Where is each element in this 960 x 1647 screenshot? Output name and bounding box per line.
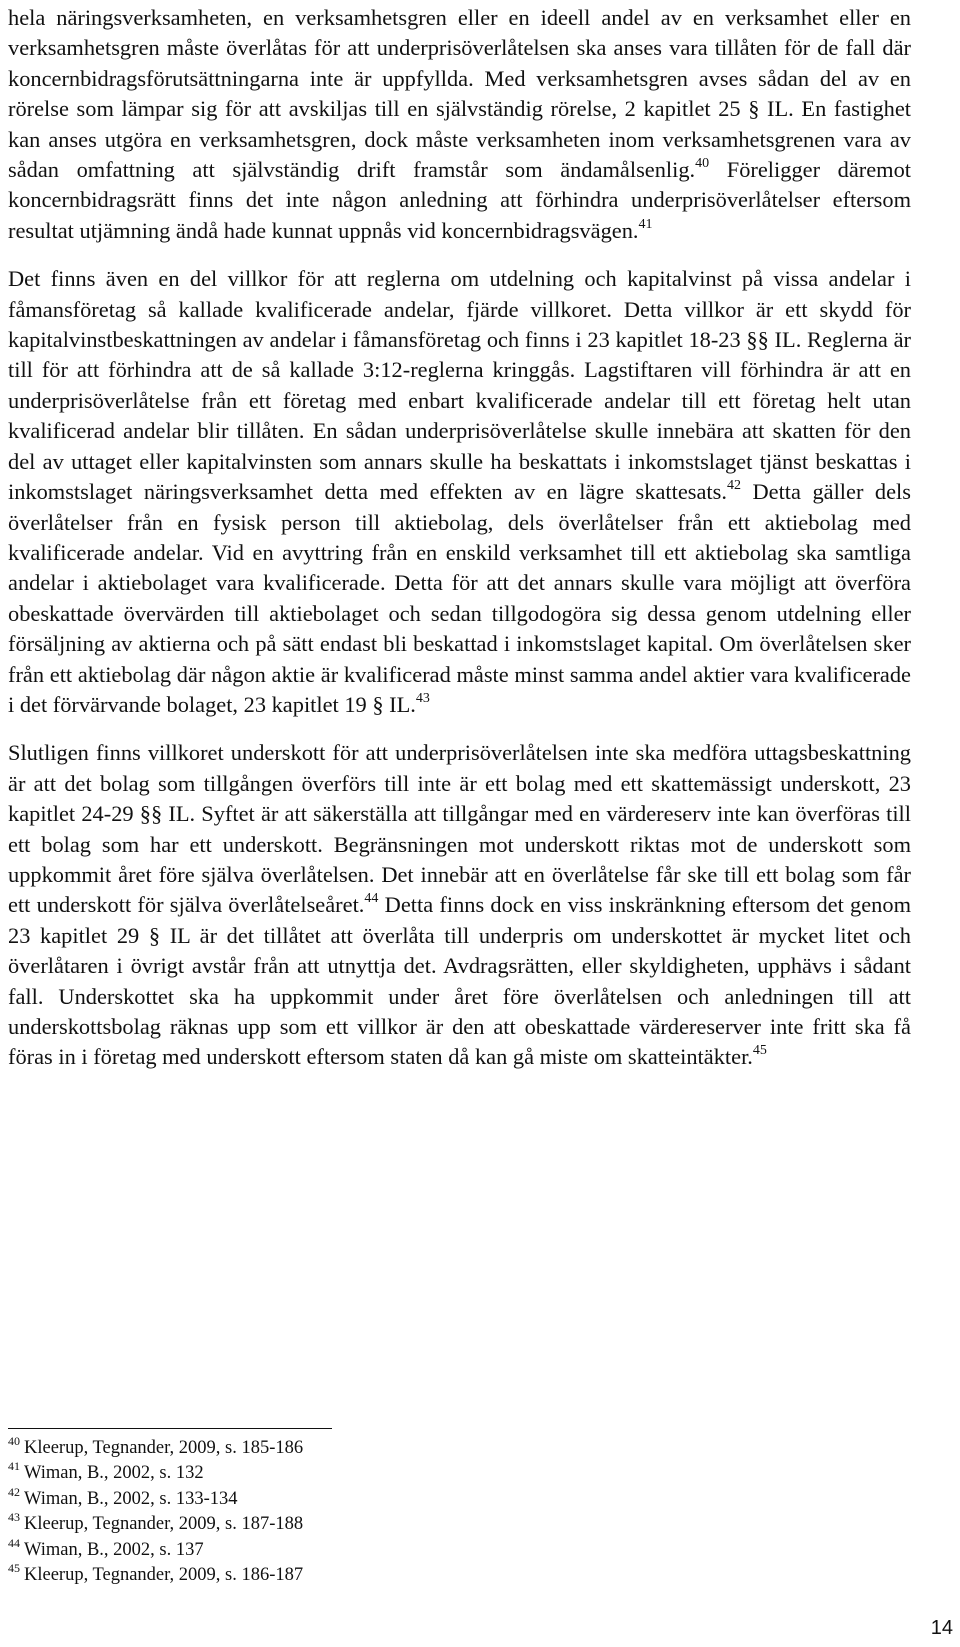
paragraph-text: Föreligger däremot koncernbidragsrätt finns det inte någon anledning att förhindra underprisöverlåtelser eftersom resultat utjämning ändå hade kunnat uppnås vid koncernbidragsvägen. xyxy=(8,157,911,243)
footnote-number: 40 xyxy=(8,1434,20,1448)
paragraph-text: Det finns även en del villkor för att reglerna om utdelning och kapitalvinst på vissa andelar i fåmansföretag så kallade kvalificerade andelar, fjärde villkoret. Detta villkor är ett skydd för kapitalvinstbeskattningen av andelar i fåmansföretag och finns i 23 kapitlet 18-23 §§ IL. Reglerna är till för att förhindra att de så kallade 3:12-reglerna kringgås. Lagstiftaren vill förhindra är att en underprisöverlåtelse från ett företag med enbart kvalificerade andelar till ett företag helt utan kvalificerad andelar blir tillåten. En sådan underprisöverlåtelse skulle innebära att skatten för den del av uttaget eller kapitalvinsten som annars skulle ha beskattats i inkomstslaget tjänst beskattas i inkomstslaget näringsverksamhet detta med effekten av en lägre skattesats. xyxy=(8,266,911,505)
footnote-reference[interactable]: 41 xyxy=(638,216,653,232)
page-number: 14 xyxy=(930,1617,953,1639)
footnote-item xyxy=(8,1436,708,1461)
paragraph-text: Detta finns dock en viss inskränkning eftersom det genom 23 kapitlet 29 § IL är det tillåtet att överlåta till underpris om underskottet är mycket litet och överlåtaren i övrigt avstår från att utnyttja det. Avdragsrätten, eller skyldigheten, upphävs i sådant fall. Underskottet ska ha uppkommit under året före överlåtelsen och anledningen till att underskottsbolag räknas upp som ett villkor är den att obeskattade värdereserver inte fritt ska få föras in i företag med underskott eftersom staten då kan gå miste om skatteintäkter. xyxy=(8,892,911,1070)
footnote-text: Wiman, B., 2002, s. 133-134 xyxy=(24,1488,238,1509)
footnote-item xyxy=(8,1484,708,1512)
footnote-item xyxy=(8,1563,708,1588)
footnote-number: 41 xyxy=(8,1459,20,1474)
footnote-text: Kleerup, Tegnander, 2009, s. 187-188 xyxy=(24,1514,304,1535)
paragraph-text: Detta gäller dels överlåtelser från en fysisk person till aktiebolag, dels överlåtelser från ett aktiebolag med kvalificerade andelar. Vid en avyttring från en enskild verksamhet till ett aktiebolag ska samtliga andelar i aktiebolaget vara kvalificerade. Detta för att det annars skulle vara möjligt att överföra obeskattade övervärden till aktiebolaget och sedan tillgodogöra sig dessa genom utdelning eller försäljning av aktierna och på sätt endast bli beskattad i inkomstslaget kapital. Om överlåtelsen sker från ett aktiebolag där någon aktie är kvalificerad måste minst samma andel aktier vara kvalificerade i det förvärvande bolaget, 23 kapitlet 19 § IL. xyxy=(8,479,911,717)
footnote-number: 45 xyxy=(8,1561,20,1576)
body-paragraph xyxy=(8,264,911,720)
body-paragraph xyxy=(8,738,911,1072)
footnote-item xyxy=(8,1535,708,1563)
footnote-number: 42 xyxy=(8,1484,20,1499)
footnote-item xyxy=(8,1461,708,1486)
footnote-reference[interactable]: 40 xyxy=(695,156,710,172)
footnote-reference[interactable]: 42 xyxy=(726,478,741,494)
footnote-number: 43 xyxy=(8,1510,20,1525)
paragraph-text: hela näringsverksamheten, en verksamhetsgren eller en ideell andel av en verksamhet eller en verksamhetsgren måste överlåtas för att underprisöverlåtelsen ska anses vara tillåten för de fall där koncernbidragsförutsättningarna inte är uppfyllda. Med verksamhetsgren avses sådan del av en rörelse som lämpar sig för att avskiljas till en självständig rörelse, 2 kapitlet 25 § IL. En fastighet kan anses utgöra en verksamhetsgren, dock måste verksamheten inom verksamhetsgrenen vara av sådan omfattning att självständig drift framstår som ändamålsenlig. xyxy=(8,5,911,183)
document-page xyxy=(8,0,911,1073)
footnote-divider xyxy=(8,1428,332,1429)
footnote-number: 44 xyxy=(8,1535,20,1550)
footnote-reference[interactable]: 45 xyxy=(752,1043,767,1059)
footnote-text: Kleerup, Tegnander, 2009, s. 185-186 xyxy=(24,1438,304,1458)
footnote-text: Wiman, B., 2002, s. 137 xyxy=(24,1539,204,1560)
footnote-text: Wiman, B., 2002, s. 132 xyxy=(24,1463,204,1484)
footnote-text: Kleerup, Tegnander, 2009, s. 186-187 xyxy=(24,1565,304,1586)
paragraph-text: Slutligen finns villkoret underskott för att underprisöverlåtelsen inte ska medföra uttagsbeskattning är att det bolag som tillgången överförs till inte är ett bolag med ett skattemässigt underskott, 23 kapitlet 24-29 §§ IL. Syftet är att säkerställa att tillgångar med en värdereserv inte kan överföras till ett bolag som har ett underskott. Begränsningen mot underskott riktas mot de underskott som uppkommit året före själva överlåtelsen. Det innebär att en överlåtelse får ske till ett bolag som får ett underskott för själva överlåtelseåret. xyxy=(8,740,911,918)
body-paragraph xyxy=(8,3,911,246)
footnotes-section xyxy=(8,1436,708,1588)
footnote-reference[interactable]: 43 xyxy=(415,690,430,706)
footnote-reference[interactable]: 44 xyxy=(364,891,379,907)
footnote-item xyxy=(8,1512,708,1537)
